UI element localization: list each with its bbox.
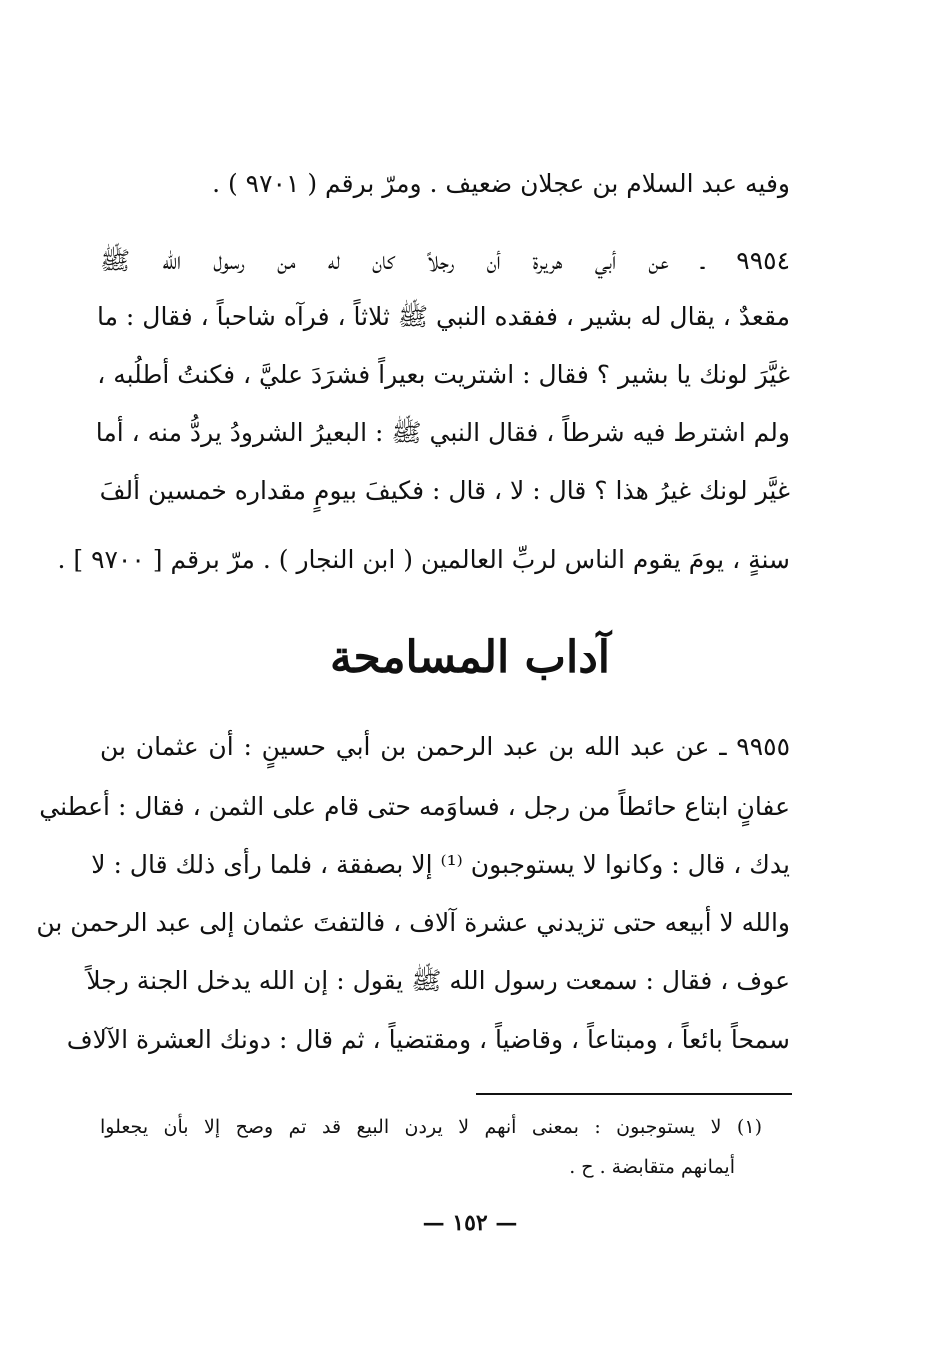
page-number: — ١٥٢ — — [422, 1210, 518, 1236]
footnote-line: (١) لا يستوجبون : بمعنى أنهم لا يردن البيع قد تم وصح إلا بأن يجعلوا — [100, 1116, 762, 1138]
hadith-9954-line: مقعدٌ ، يقال له بشير ، ففقده النبي ﷺ ثلاثاً ، فرآه شاحباً ، فقال : ما — [96, 302, 790, 331]
footnote-line: أيمانهم متقابضة . ح . — [569, 1156, 735, 1178]
hadith-9955-line: عوف ، فقال : سمعت رسول الله ﷺ يقول : إن الله يدخل الجنة رجلاً — [86, 966, 790, 995]
section-heading: آداب المسامحة — [329, 632, 611, 683]
hadith-9954-line: غيَّرَ لونك يا بشير ؟ فقال : اشتريت بعيراً فشرَدَ عليَّ ، فكنتُ أطلُبه ، — [97, 360, 790, 389]
hadith-9954-line: سنةٍ ، يومَ يقوم الناس لربِّ العالمين ( ابن النجار ) . مرّ برقم [ ٩٧٠٠ ] . — [57, 545, 790, 574]
footnote-separator — [476, 1093, 792, 1095]
hadith-9954-line: ٩٩٥٤ ـ عن أبي هريرة أن رجلاً كان له من رسول الله ﷺ — [100, 246, 790, 275]
hadith-9955-line: عفانٍ ابتاع حائطاً من رجل ، فساوَمه حتى قام على الثمن ، فقال : أعطني — [39, 792, 790, 821]
hadith-9955-line: والله لا أبيعه حتى تزيدني عشرة آلاف ، فالتفتَ عثمان إلى عبد الرحمن بن — [36, 908, 790, 937]
hadith-9954-line: ولم اشترط فيه شرطاً ، فقال النبي ﷺ : البعيرُ الشرودُ يردُّ منه ، أما — [95, 418, 790, 447]
preceding-note-line: وفيه عبد السلام بن عجلان ضعيف . ومرّ برقم ( ٩٧٠١ ) . — [212, 169, 790, 198]
hadith-9955-line: ٩٩٥٥ ـ عن عبد الله بن عبد الرحمن بن أبي حسينٍ : أن عثمان بن — [100, 732, 790, 761]
hadith-9955-line: يدك ، قال : وكانوا لا يستوجبون ⁽¹⁾ إلا بصفقة ، فلما رأى ذلك قال : لا — [91, 850, 790, 879]
hadith-9954-line: غيَّر لونك غيرُ هذا ؟ قال : لا ، قال : فكيفَ بيومٍ مقداره خمسين ألفَ — [99, 476, 790, 505]
hadith-9955-line: سمحاً بائعاً ، ومبتاعاً ، وقاضياً ، ومقتضياً ، ثم قال : دونك العشرة الآلاف — [66, 1025, 790, 1054]
